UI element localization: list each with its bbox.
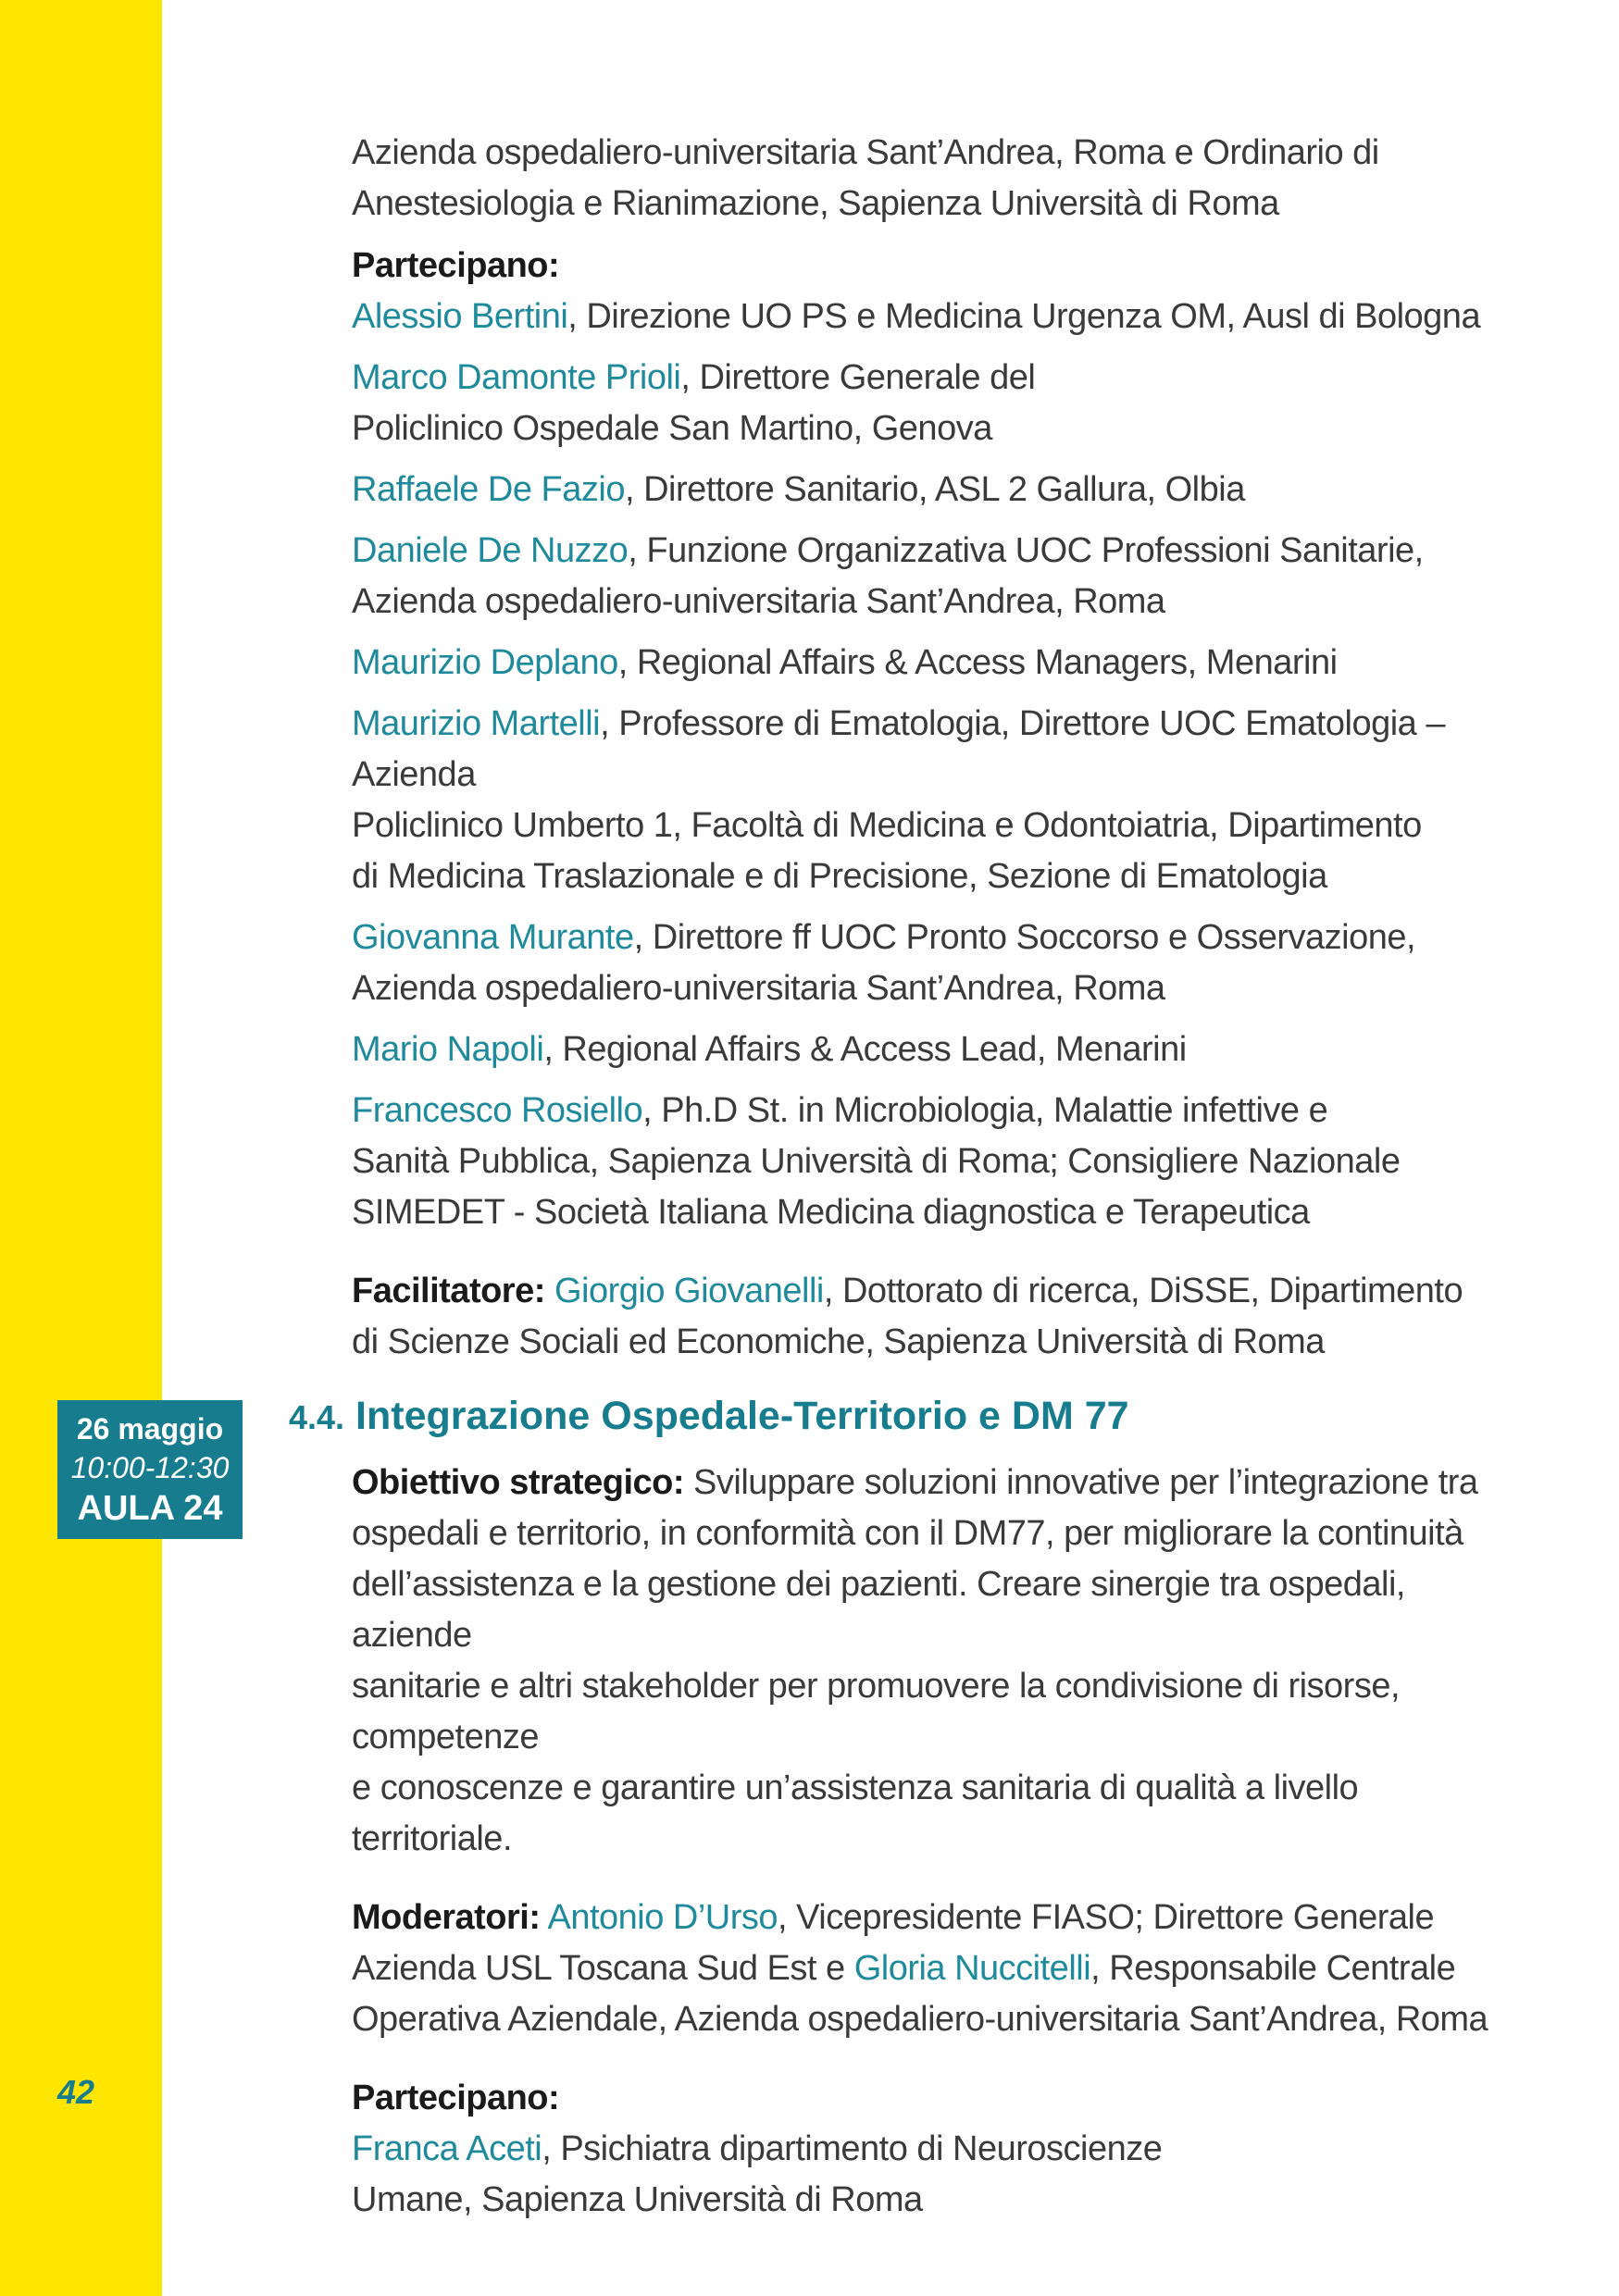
participant-entry: Alessio Bertini, Direzione UO PS e Medicina Urgenza OM, Ausl di Bologna — [352, 297, 1481, 336]
participant-entry: Maurizio Martelli, Professore di Ematologia, Direttore UOC Ematologia – Azienda Policlinico Umberto 1, Facoltà di Medicina e Odontoiatria, Dipartimento di Medicina Traslazionale e di Precisione, Sezione di Ematologia — [352, 704, 1445, 896]
session-date: 26 maggio — [76, 1412, 224, 1446]
objective-text: Obiettivo strategico: Sviluppare soluzioni innovative per l’integrazione tra ospedali e territorio, in conformità con il DM77, per migliorare la continuità dell’assistenza e la gestione dei pazienti. Creare sinergie tra ospedali, aziende sanitarie e altri stakeholder per promuovere la condivisione di risorse, competenze e conoscenze e garantire un’assistenza sanitaria di qualità a livello territoriale. — [352, 1463, 1478, 1858]
session-participants — [352, 2073, 1509, 2226]
moderator-name: Antonio D’Urso — [547, 1898, 778, 1937]
participants-list — [352, 241, 1500, 1238]
participants-heading: Partecipano: — [352, 246, 560, 285]
facilitator-text: Facilitatore: Giorgio Giovanelli, Dottorato di ricerca, DiSSE, Dipartimento di Scienze Sociali ed Economiche, Sapienza Università di Roma — [352, 1272, 1463, 1361]
section-heading — [289, 1394, 1538, 1439]
participant-entry: Francesco Rosiello, Ph.D St. in Microbiologia, Malattie infettive e Sanità Pubblica, Sapienza Università di Roma; Consigliere Nazionale SIMEDET - Società Italiana Medicina diagnostica e Terapeutica — [352, 1091, 1401, 1232]
participants-heading: Partecipano: — [352, 2079, 560, 2117]
section-title: Integrazione Ospedale-Territorio e DM 77 — [355, 1394, 1129, 1438]
participant-entry: Franca Aceti, Psichiatra dipartimento di Neuroscienze Umane, Sapienza Università di Roma — [352, 2129, 1163, 2219]
yellow-side-band — [0, 0, 162, 2296]
participant-entry: Daniele De Nuzzo, Funzione Organizzativa UOC Professioni Sanitarie, Azienda ospedaliero-universitaria Sant’Andrea, Roma — [352, 531, 1424, 621]
intro-text: Azienda ospedaliero-universitaria Sant’Andrea, Roma e Ordinario di Anestesiologia e Rianimazione, Sapienza Università di Roma — [352, 133, 1379, 223]
section-body — [352, 1458, 1509, 2236]
objective-label: Obiettivo strategico: — [352, 1463, 684, 1502]
session-room: AULA 24 — [77, 1489, 223, 1528]
section-number: 4.4. — [289, 1398, 345, 1436]
facilitator-name: Giorgio Giovanelli — [554, 1272, 824, 1310]
participant-entry: Giovanna Murante, Direttore ff UOC Pronto Soccorso e Osservazione, Azienda ospedaliero-universitaria Sant’Andrea, Roma — [352, 918, 1416, 1008]
session-time: 10:00-12:30 — [70, 1451, 230, 1484]
session-participants-block — [352, 128, 1500, 1368]
participant-entry: Marco Damonte Prioli, Direttore Generale del Policlinico Ospedale San Martino, Genova — [352, 358, 1036, 448]
participant-entry: Maurizio Deplano, Regional Affairs & Access Managers, Menarini — [352, 643, 1338, 682]
moderators-text: Moderatori: Antonio D’Urso, Vicepresidente FIASO; Direttore Generale Azienda USL Toscana Sud Est e Gloria Nuccitelli, Responsabile Centrale Operativa Aziendale, Azienda ospedaliero-universitaria Sant’Andrea, Roma — [352, 1898, 1488, 2039]
session-date-badge — [57, 1400, 243, 1539]
participant-entry: Raffaele De Fazio, Direttore Sanitario, ASL 2 Gallura, Olbia — [352, 470, 1245, 509]
moderators-label: Moderatori: — [352, 1898, 541, 1937]
moderator-name: Gloria Nuccitelli — [853, 1949, 1091, 1988]
participant-entry: Mario Napoli, Regional Affairs & Access Lead, Menarini — [352, 1030, 1187, 1069]
page-number: 42 — [57, 2073, 95, 2111]
facilitator-label: Facilitatore: — [352, 1272, 545, 1310]
